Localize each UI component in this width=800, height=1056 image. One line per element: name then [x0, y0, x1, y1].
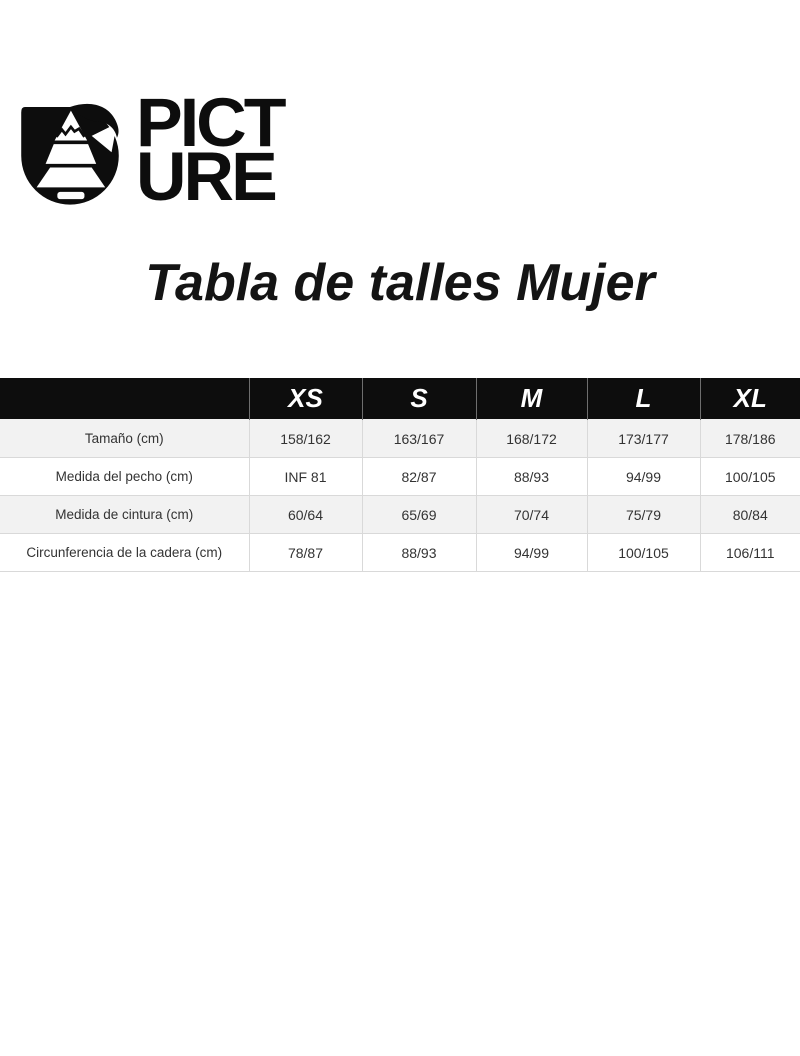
row-label: Medida del pecho (cm) — [55, 469, 193, 484]
size-table-header-row — [0, 378, 800, 420]
row-label: Tamaño (cm) — [84, 431, 164, 446]
brand-logo — [14, 84, 800, 215]
column-header-empty — [0, 378, 249, 420]
size-value: 88/93 — [476, 458, 587, 496]
size-value: 158/162 — [249, 420, 362, 458]
table-row-hip — [0, 534, 800, 572]
size-value: 78/87 — [249, 534, 362, 572]
size-value: 173/177 — [587, 420, 700, 458]
size-chart-page — [0, 84, 800, 1056]
brand-wordmark-line-2: URE — [136, 138, 275, 215]
size-value: 65/69 — [362, 496, 476, 534]
size-table — [0, 378, 800, 572]
size-value: 70/74 — [476, 496, 587, 534]
size-value: 60/64 — [249, 496, 362, 534]
column-header-s: S — [362, 378, 476, 420]
size-value: 100/105 — [700, 458, 800, 496]
table-row-chest — [0, 458, 800, 496]
picture-tree-logo-icon — [14, 98, 126, 210]
brand-wordmark — [136, 84, 284, 215]
page-title: Tabla de talles Mujer — [145, 254, 655, 312]
column-header-xs: XS — [249, 378, 362, 420]
size-value: 163/167 — [362, 420, 476, 458]
table-row-waist — [0, 496, 800, 534]
row-label: Medida de cintura (cm) — [55, 507, 194, 522]
size-value: 106/111 — [700, 534, 800, 572]
size-value: 82/87 — [362, 458, 476, 496]
size-value: 80/84 — [700, 496, 800, 534]
column-header-xl: XL — [700, 378, 800, 420]
column-header-m: M — [476, 378, 587, 420]
column-header-l: L — [587, 378, 700, 420]
row-label: Circunferencia de la cadera (cm) — [26, 545, 223, 560]
size-value: 94/99 — [476, 534, 587, 572]
size-value: 178/186 — [700, 420, 800, 458]
size-value: INF 81 — [249, 458, 362, 496]
size-value: 100/105 — [587, 534, 700, 572]
size-value: 94/99 — [587, 458, 700, 496]
size-value: 75/79 — [587, 496, 700, 534]
size-value: 88/93 — [362, 534, 476, 572]
table-row-height — [0, 420, 800, 458]
size-value: 168/172 — [476, 420, 587, 458]
brand-wordmark-line-1: PICT — [136, 84, 284, 161]
